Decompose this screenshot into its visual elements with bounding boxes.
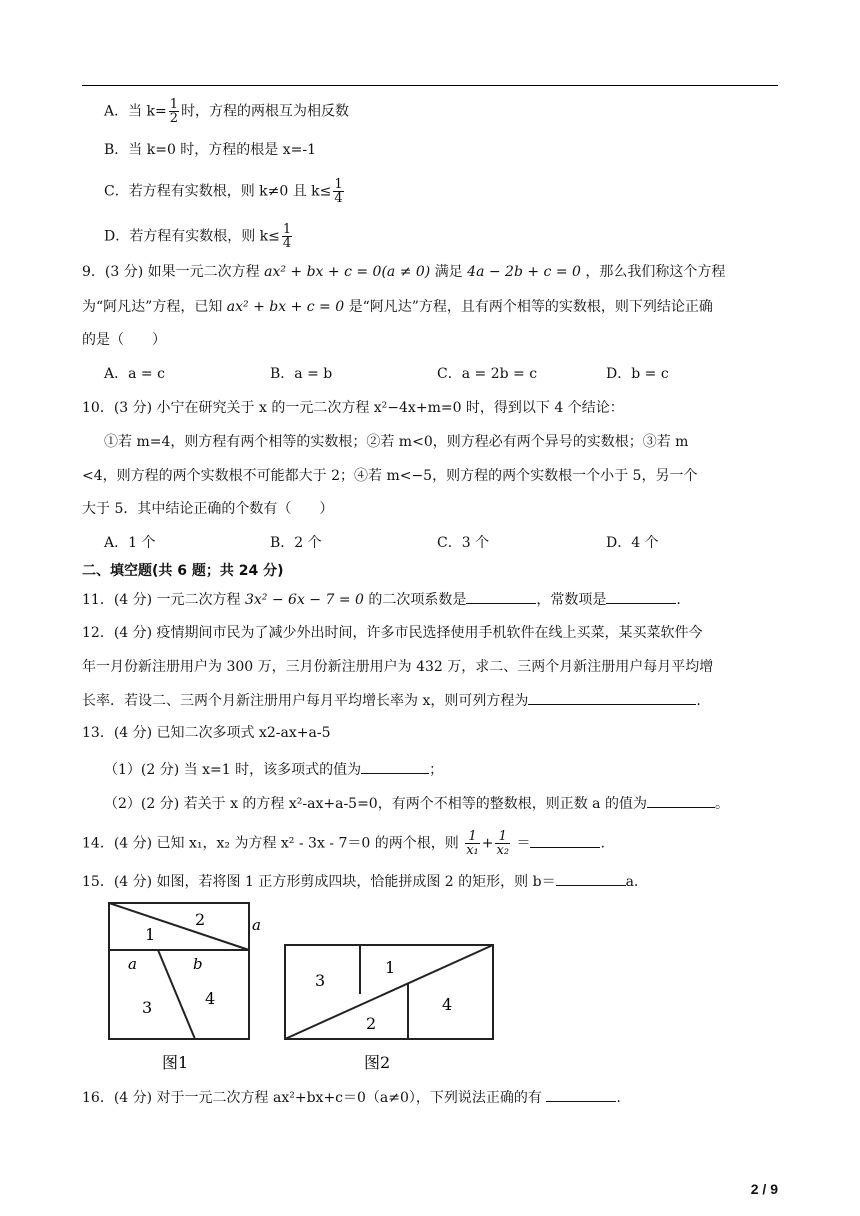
- piece-3-label: 3: [315, 971, 326, 990]
- header-rule: [82, 85, 778, 86]
- piece-1-label: 1: [385, 958, 396, 977]
- q10-line-3: <4，则方程的两个实数根不可能都大于 2；④若 m<−5，则方程的两个实数根一个小于 5，另一个: [82, 468, 698, 484]
- answer-blank[interactable]: [528, 690, 696, 705]
- fraction: $\frac{1}{2}$: [169, 97, 179, 126]
- section-heading: 二、填空题(共 6 题；共 24 分): [82, 563, 284, 579]
- q9-option-b: B．a = b: [270, 366, 333, 382]
- fraction: $\frac{1}{\text{x₂}}$: [496, 829, 510, 858]
- segment-a-label: a: [128, 955, 137, 973]
- q16: 16．(4 分) 对于一元二次方程 ax²+bx+c＝0（a≠0），下列说法正确的有 .: [82, 1087, 621, 1108]
- figure-2: [280, 940, 500, 1080]
- q10-option-c: C．3 个: [437, 535, 490, 551]
- answer-blank[interactable]: [546, 1087, 616, 1102]
- q12-line-2: 年一月份新注册用户为 300 万，三月份新注册用户为 432 万，求二、三两个月新注册用户每月平均增: [82, 659, 714, 675]
- answer-blank[interactable]: [466, 589, 536, 604]
- figure-1: [100, 898, 270, 1078]
- side-a-label: a: [252, 916, 261, 934]
- q9-line-2: 为“阿凡达”方程，已知 ax² + bx + c = 0 是“阿凡达”方程，且有两个相等的实数根，则下列结论正确: [82, 299, 713, 315]
- q11: 11．(4 分) 一元二次方程 3x² − 6x − 7 = 0 的二次项系数是 ，常数项是 .: [82, 589, 681, 610]
- q15: 15．(4 分) 如图，若将图 1 正方形剪成四块，恰能拼成图 2 的矩形，则 b＝ a.: [82, 871, 638, 892]
- fraction: $\frac{1}{4}$: [282, 222, 292, 251]
- q9-option-d: D．b = c: [606, 366, 669, 382]
- segment-b-label: b: [193, 955, 203, 973]
- q9-option-a: A．a = c: [104, 366, 165, 382]
- q10-option-d: D．4 个: [606, 535, 659, 551]
- figure-2-caption: 图2: [364, 1053, 391, 1072]
- piece-2-label: 2: [195, 910, 206, 929]
- q10-option-b: B．2 个: [270, 535, 322, 551]
- q12-line-1: 12．(4 分) 疫情期间市民为了减少外出时间，许多市民选择使用手机软件在线上买菜，某买菜软件今: [82, 625, 703, 641]
- q12-line-3: 长率．若设二、三两个月新注册用户每月平均增长率为 x，则可列方程为 .: [82, 690, 701, 711]
- fraction: $\frac{1}{\text{x₁}}$: [466, 829, 479, 858]
- q14: 14．(4 分) 已知 x₁，x₂ 为方程 x² - 3x - 7＝0 的两个根，则 $\frac{1}{\text{x₁}}$ + $\frac{1}{\text{x₂}}$ ＝ .: [82, 829, 605, 858]
- q8-option-c: C．若方程有实数根，则 k≠0 且 k≤ $\frac{1}{4}$: [104, 177, 343, 206]
- figure-1-caption: 图1: [162, 1053, 189, 1072]
- q8-option-b: B．当 k=0 时，方程的根是 x=-1: [104, 142, 317, 158]
- fraction: $\frac{1}{4}$: [334, 177, 343, 206]
- q9-option-c: C．a = 2b = c: [437, 366, 538, 382]
- piece-4-label: 4: [442, 995, 453, 1014]
- q10-line-2: ①若 m=4，则方程有两个相等的实数根；②若 m<0，则方程必有两个异号的实数根；③若 m: [104, 434, 689, 450]
- answer-blank[interactable]: [647, 793, 715, 808]
- q9-line-1: 9．(3 分) 如果一元二次方程 ax² + bx + c = 0(a ≠ 0) 满足 4a − 2b + c = 0 ，那么我们称这个方程: [82, 264, 726, 280]
- q13-line-1: 13．(4 分) 已知二次多项式 x2-ax+a-5: [82, 725, 331, 741]
- piece-3-label: 3: [142, 998, 153, 1017]
- answer-blank[interactable]: [556, 871, 626, 886]
- q8-option-d: D．若方程有实数根，则 k≤ $\frac{1}{4}$: [104, 222, 292, 251]
- answer-blank[interactable]: [606, 589, 676, 604]
- piece-4-label: 4: [205, 989, 216, 1008]
- q10-line-4: 大于 5．其中结论正确的个数有（ ）: [82, 501, 334, 517]
- answer-blank[interactable]: [361, 759, 429, 774]
- q10-line-1: 10．(3 分) 小宁在研究关于 x 的一元二次方程 x²−4x+m=0 时，得到以下 4 个结论：: [82, 400, 624, 416]
- q8-option-a: A．当 k= $\frac{1}{2}$ 时，方程的两根互为相反数: [104, 97, 350, 126]
- page-number: 2 / 9: [750, 1181, 778, 1197]
- answer-blank[interactable]: [530, 833, 600, 848]
- piece-1-label: 1: [145, 925, 156, 944]
- q13-line-2: （1）(2 分) 当 x=1 时，该多项式的值为 ；: [104, 759, 443, 780]
- q9-line-3: 的是（ ）: [82, 332, 166, 348]
- q10-option-a: A．1 个: [104, 535, 156, 551]
- piece-2-label: 2: [366, 1014, 377, 1033]
- q13-line-3: （2）(2 分) 若关于 x 的方程 x²-ax+a-5=0，有两个不相等的整数根，则正数 a 的值为 。: [104, 793, 729, 814]
